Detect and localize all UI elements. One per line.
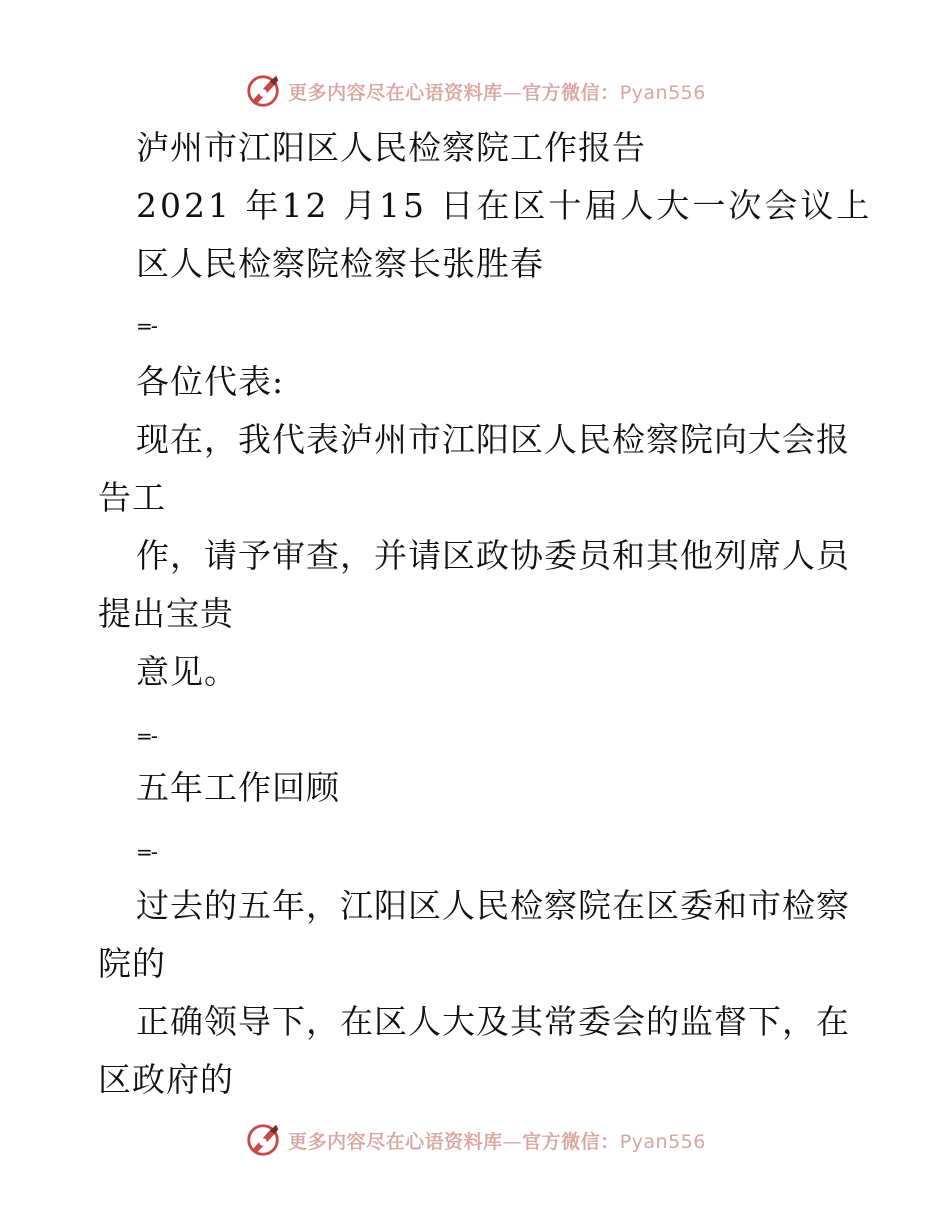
paragraph-line: 意见。	[136, 652, 238, 691]
section-heading: 五年工作回顾	[136, 768, 340, 807]
section-divider: =-	[136, 724, 156, 748]
paragraph-line: 过去的五年，江阳区人民检察院在区委和市检察	[136, 886, 850, 925]
document-title: 泸州市江阳区人民检察院工作报告	[136, 128, 646, 167]
section-divider: =-	[136, 314, 156, 338]
footer-watermark	[0, 1118, 950, 1162]
author-line: 区人民检察院检察长张胜春	[136, 244, 544, 283]
paragraph-line: 正确领导下，在区人大及其常委会的监督下，在	[136, 1002, 850, 1041]
watermark-text: 更多内容尽在心语资料库—官方微信：Pyan556	[288, 1130, 706, 1153]
header-watermark	[0, 69, 950, 113]
paragraph-line: 院的	[98, 944, 166, 983]
paragraph-line: 作，请予审查，并请区政协委员和其他列席人员	[136, 536, 850, 575]
section-divider: =-	[136, 840, 156, 864]
paragraph-line: 提出宝贵	[98, 594, 234, 633]
paragraph-line: 区政府的	[98, 1060, 234, 1099]
quill-logo-icon	[244, 72, 282, 110]
greeting: 各位代表:	[136, 362, 285, 401]
date-line: 2021 年12 月15 日在区十届人大一次会议上	[136, 186, 873, 225]
watermark-text: 更多内容尽在心语资料库—官方微信：Pyan556	[288, 81, 706, 104]
paragraph-line: 现在，我代表泸州市江阳区人民检察院向大会报	[136, 420, 850, 459]
paragraph-line: 告工	[98, 478, 166, 517]
quill-logo-icon	[244, 1121, 282, 1159]
